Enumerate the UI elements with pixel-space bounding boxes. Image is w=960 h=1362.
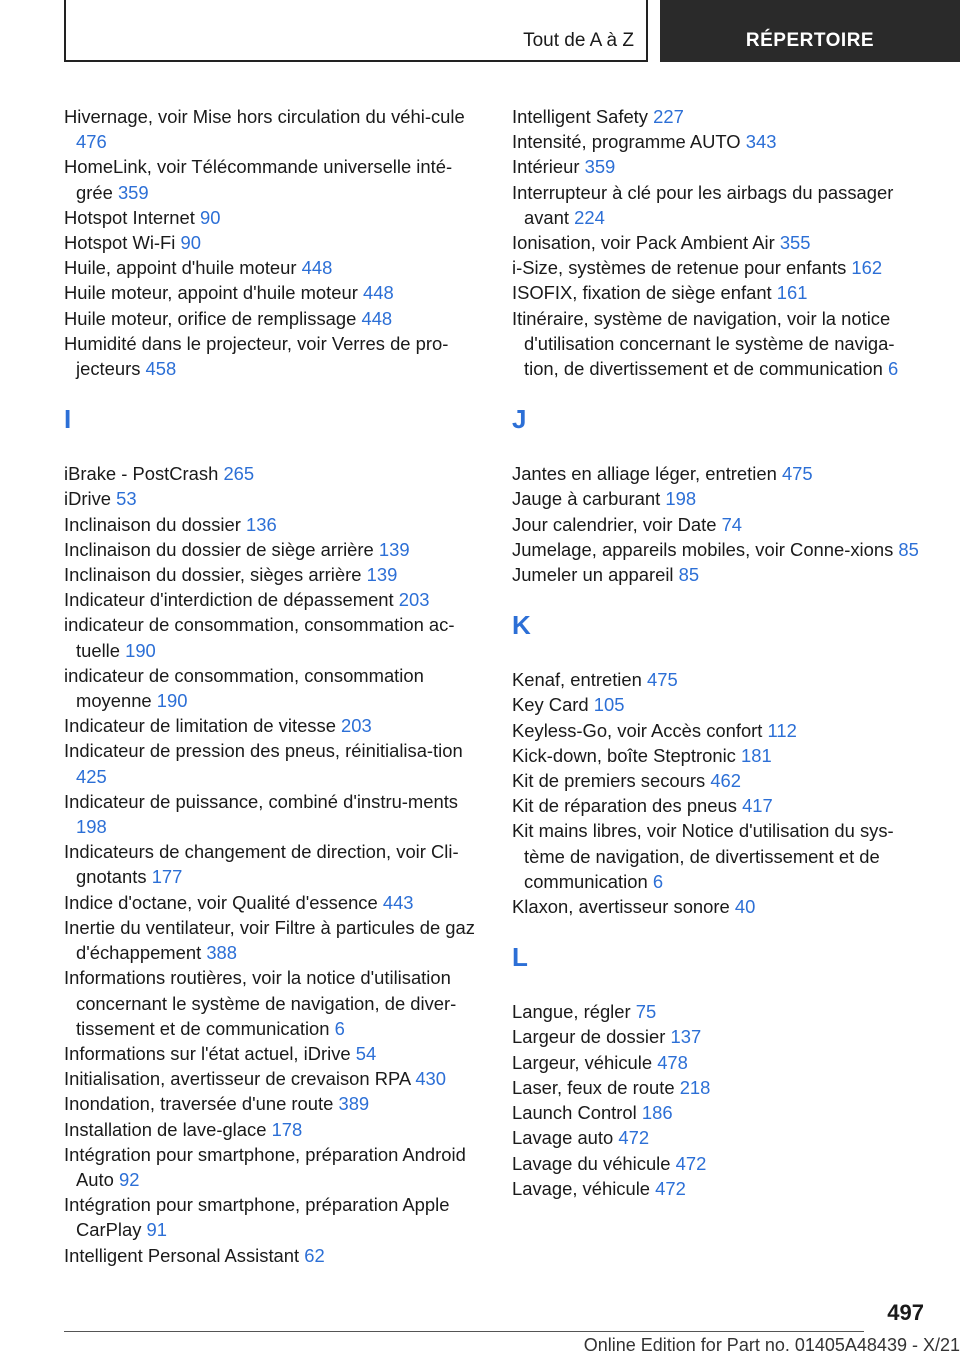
- index-entry-term: Jumeler un appareil: [512, 564, 674, 586]
- index-entry-term: HomeLink, voir Télécommande universelle inté‐grée: [64, 156, 453, 203]
- index-entry: [512, 1151, 922, 1176]
- index-entry: [64, 1243, 482, 1268]
- page-reference-link[interactable]: 85: [898, 538, 919, 560]
- index-entry-term: Largeur de dossier: [512, 1026, 666, 1048]
- index-entry: [512, 768, 922, 793]
- index-entry: [64, 839, 482, 889]
- index-entry-term: Largeur, véhicule: [512, 1051, 653, 1073]
- page-reference-link[interactable]: 90: [199, 206, 221, 228]
- index-entry: [512, 743, 922, 768]
- page-reference-link[interactable]: 389: [338, 1093, 370, 1115]
- page-reference-link[interactable]: 218: [679, 1076, 711, 1098]
- index-entry-term: Inondation, traversée d'une route: [64, 1093, 334, 1115]
- index-entry-term: Intelligent Personal Assistant: [64, 1244, 300, 1266]
- page-reference-link[interactable]: 343: [745, 131, 777, 153]
- index-entry-term: Intégration pour smartphone, préparation Apple CarPlay: [64, 1194, 450, 1241]
- index-entry: [64, 1142, 482, 1192]
- index-entry: [512, 999, 922, 1024]
- page-reference-link[interactable]: 224: [574, 206, 605, 228]
- page-reference-link[interactable]: 476: [76, 131, 107, 153]
- page-reference-link[interactable]: 265: [223, 463, 255, 485]
- index-entry-term: Intérieur: [512, 156, 580, 178]
- index-entry: [64, 230, 482, 255]
- index-entry: [64, 562, 482, 587]
- page-reference-link[interactable]: 425: [76, 765, 107, 787]
- index-entry-term: indicateur de consommation, consommation moyenne: [64, 664, 424, 712]
- index-entry: [512, 793, 922, 818]
- page-reference-link[interactable]: 475: [646, 669, 678, 691]
- page-reference-link[interactable]: 462: [710, 770, 741, 792]
- page-reference-link[interactable]: 112: [767, 719, 797, 741]
- index-entry: [64, 537, 482, 562]
- index-entry-term: Humidité dans le projecteur, voir Verres de pro‐jecteurs: [64, 332, 449, 380]
- index-entry: [512, 180, 922, 230]
- page-reference-link[interactable]: 472: [618, 1127, 650, 1149]
- page-reference-link[interactable]: 139: [366, 564, 398, 586]
- index-entry: [512, 1050, 922, 1075]
- page-number: 497: [887, 1300, 924, 1325]
- section-title: Tout de A à Z: [523, 30, 634, 51]
- index-entry-term: Itinéraire, système de navigation, voir la notice d'utilisation concernant le système de naviga‐tion, de divertissement et de communication: [512, 307, 895, 380]
- index-entry-term: Jauge à carburant: [512, 488, 661, 510]
- index-entry: [512, 692, 922, 717]
- index-entry-term: iBrake - PostCrash: [64, 463, 219, 485]
- index-entry: [64, 789, 482, 839]
- page-reference-link[interactable]: 475: [781, 463, 813, 485]
- index-entry: [64, 1091, 482, 1116]
- index-entry: [64, 486, 482, 511]
- index-entry-term: Huile moteur, orifice de remplissage: [64, 307, 357, 329]
- index-entry-term: iDrive: [64, 488, 112, 510]
- page-reference-link[interactable]: 227: [653, 106, 684, 127]
- page-reference-link[interactable]: 203: [341, 715, 372, 737]
- page-reference-link[interactable]: 359: [584, 156, 616, 178]
- index-entry-term: Indicateur d'interdiction de dépassement: [64, 589, 394, 611]
- index-entry: [512, 154, 922, 179]
- index-entry: [512, 1075, 922, 1100]
- index-entry-term: Intensité, programme AUTO: [512, 131, 741, 153]
- index-entry-term: i-Size, systèmes de retenue pour enfants: [512, 257, 847, 279]
- index-letter-heading: I: [64, 404, 72, 435]
- index-entry: [512, 280, 922, 305]
- index-entry: [512, 1024, 922, 1049]
- page-reference-link[interactable]: 198: [76, 816, 107, 838]
- page-reference-link[interactable]: 62: [304, 1244, 325, 1266]
- page-reference-link[interactable]: 54: [355, 1042, 377, 1064]
- index-entry: [64, 280, 482, 305]
- index-entry: [64, 1041, 482, 1066]
- page-reference-link[interactable]: 198: [665, 488, 697, 510]
- index-entry: [64, 612, 482, 662]
- index-entry: [64, 713, 482, 738]
- page-reference-link[interactable]: 448: [362, 282, 394, 304]
- index-entry: [64, 965, 482, 1041]
- index-entry: [64, 890, 482, 915]
- index-entry: [512, 230, 922, 255]
- index-entry-term: Inertie du ventilateur, voir Filtre à particules de gaz d'échappement: [64, 916, 475, 964]
- index-entry-term: Lavage du véhicule: [512, 1152, 671, 1174]
- index-entry-term: Indicateur de limitation de vitesse: [64, 715, 336, 737]
- index-column-right: [512, 104, 922, 1201]
- index-entry-term: Indicateurs de changement de direction, voir Cli‐gnotants: [64, 841, 459, 888]
- index-entry-term: Interrupteur à clé pour les airbags du passager avant: [512, 181, 894, 228]
- index-entry-term: Hotspot Wi-Fi: [64, 232, 176, 254]
- index-entry: [512, 1176, 922, 1201]
- footer: [64, 1335, 960, 1356]
- index-entry: [64, 255, 482, 280]
- index-entry: [64, 461, 482, 486]
- page-reference-link[interactable]: 388: [206, 942, 237, 964]
- footer-edition: Online Edition for Part no. 01405A48439 - X/21: [583, 1335, 960, 1355]
- page-reference-link[interactable]: 137: [670, 1026, 702, 1048]
- index-entry-term: Initialisation, avertisseur de crevaison RPA: [64, 1068, 411, 1090]
- index-entry-term: Hivernage, voir Mise hors circulation du véhi‐cule: [64, 106, 465, 127]
- page-reference-link[interactable]: 448: [361, 307, 393, 329]
- index-entry: [64, 1117, 482, 1142]
- page-reference-link[interactable]: 92: [118, 1168, 140, 1190]
- page-reference-link[interactable]: 90: [180, 232, 201, 254]
- index-entry-term: Huile, appoint d'huile moteur: [64, 257, 297, 279]
- page-reference-link[interactable]: 181: [741, 744, 772, 766]
- page-reference-link[interactable]: 177: [151, 866, 183, 888]
- index-entry: [64, 154, 482, 204]
- index-entry-term: Inclinaison du dossier de siège arrière: [64, 538, 374, 560]
- page-reference-link[interactable]: 178: [271, 1118, 303, 1140]
- index-entry-term: Jantes en alliage léger, entretien: [512, 463, 777, 485]
- page-reference-link[interactable]: 359: [117, 181, 149, 203]
- index-entry-term: Lavage, véhicule: [512, 1177, 651, 1199]
- index-letter-heading: L: [512, 942, 528, 973]
- page-reference-link[interactable]: 448: [301, 257, 333, 279]
- index-entry-term: Kit mains libres, voir Notice d'utilisation du sys‐tème de navigation, de divertissement et de communication: [512, 820, 894, 892]
- index-entry: [64, 512, 482, 537]
- page-reference-link[interactable]: 85: [678, 564, 700, 586]
- index-entry-term: Informations routières, voir la notice d'utilisation concernant le système de navigation, de diver‐tissement et de communication: [64, 967, 457, 1039]
- index-entry: [512, 1100, 922, 1125]
- index-entry: [64, 1066, 482, 1091]
- index-entry-term: Indicateur de pression des pneus, réinitialisa‐tion: [64, 740, 463, 762]
- chapter-tab: [660, 0, 960, 62]
- index-entry-term: Langue, régler: [512, 1001, 631, 1023]
- index-entry: [64, 663, 482, 713]
- index-entry-term: Inclinaison du dossier, sièges arrière: [64, 564, 362, 586]
- index-entry-term: Kick-down, boîte Steptronic: [512, 744, 736, 766]
- index-entry-term: ISOFIX, fixation de siège enfant: [512, 282, 772, 304]
- page-reference-link[interactable]: 443: [382, 891, 414, 913]
- page-reference-link[interactable]: 91: [146, 1219, 168, 1241]
- index-entry-term: Intégration pour smartphone, préparation Android Auto: [64, 1143, 466, 1190]
- index-column-left: [64, 104, 482, 1268]
- page-reference-link[interactable]: 355: [779, 232, 811, 254]
- index-entry-term: Keyless-Go, voir Accès confort: [512, 719, 763, 741]
- page-reference-link[interactable]: 40: [734, 896, 756, 918]
- index-entry-term: Informations sur l'état actuel, iDrive: [64, 1042, 351, 1064]
- index-entry: [512, 461, 922, 486]
- page-reference-link[interactable]: 74: [721, 513, 743, 535]
- page-reference-link[interactable]: 186: [641, 1102, 673, 1124]
- index-entry-term: Key Card: [512, 694, 589, 716]
- page-reference-link[interactable]: 478: [657, 1051, 688, 1073]
- page-reference-link[interactable]: 417: [742, 795, 773, 817]
- index-entry: [512, 255, 922, 280]
- chapter-title: RÉPERTOIRE: [745, 30, 875, 51]
- index-entry-term: Hotspot Internet: [64, 206, 195, 228]
- footer-divider: [64, 1331, 864, 1332]
- page-reference-link[interactable]: 190: [125, 639, 156, 661]
- index-entry: [64, 306, 482, 331]
- index-entry: [512, 129, 922, 154]
- index-entry: [512, 1125, 922, 1150]
- page-reference-link[interactable]: 458: [145, 358, 177, 380]
- page-reference-link[interactable]: 472: [655, 1177, 686, 1199]
- index-entry-term: Installation de lave-glace: [64, 1118, 267, 1140]
- index-entry-term: Kit de premiers secours: [512, 770, 706, 792]
- index-entry: [64, 104, 482, 154]
- index-entry: [64, 915, 482, 965]
- index-entry-term: Kit de réparation des pneus: [512, 795, 737, 817]
- page-reference-link[interactable]: 75: [635, 1001, 657, 1023]
- index-entry-term: Klaxon, avertisseur sonore: [512, 896, 730, 918]
- page-reference-link[interactable]: 6: [652, 870, 664, 892]
- index-entry: [64, 205, 482, 230]
- index-letter-heading: J: [512, 404, 527, 435]
- index-entry: [512, 894, 922, 919]
- index-letter-heading: K: [512, 610, 531, 641]
- index-entry: [64, 587, 482, 612]
- index-entry: [512, 537, 922, 562]
- page-reference-link[interactable]: 472: [675, 1152, 707, 1174]
- index-entry: [512, 718, 922, 743]
- index-entry: [512, 818, 922, 894]
- page-reference-link[interactable]: 53: [116, 488, 137, 510]
- index-entry-term: Laser, feux de route: [512, 1076, 675, 1098]
- index-entry-term: Lavage auto: [512, 1127, 614, 1149]
- index-entry: [512, 486, 922, 511]
- page-reference-link[interactable]: 105: [593, 694, 625, 716]
- page-reference-link[interactable]: 162: [851, 257, 883, 279]
- index-entry: [512, 104, 922, 129]
- section-tab: [64, 0, 648, 62]
- index-entry-term: Launch Control: [512, 1102, 637, 1124]
- index-entry: [512, 306, 922, 382]
- index-entry: [512, 512, 922, 537]
- page-reference-link[interactable]: 190: [156, 690, 188, 712]
- page-reference-link[interactable]: 430: [415, 1068, 446, 1090]
- page-reference-link[interactable]: 139: [378, 538, 410, 560]
- index-entry: [512, 562, 922, 587]
- page-reference-link[interactable]: 161: [776, 282, 808, 304]
- index-entry-term: indicateur de consommation, consommation ac‐tuelle: [64, 614, 455, 661]
- index-entry-term: Kenaf, entretien: [512, 669, 642, 691]
- index-entry-term: Indice d'octane, voir Qualité d'essence: [64, 891, 378, 913]
- index-entry-term: Jour calendrier, voir Date: [512, 513, 717, 535]
- index-entry: [64, 1192, 482, 1242]
- index-entry-term: Ionisation, voir Pack Ambient Air: [512, 232, 775, 254]
- page-reference-link[interactable]: 203: [398, 589, 430, 611]
- index-entry: [64, 738, 482, 788]
- index-entry-term: Inclinaison du dossier: [64, 513, 241, 535]
- index-entry: [512, 667, 922, 692]
- page-reference-link[interactable]: 6: [334, 1017, 345, 1039]
- page-reference-link[interactable]: 136: [245, 513, 277, 535]
- index-entry: [64, 331, 482, 381]
- index-entry-term: Indicateur de puissance, combiné d'instru‐ments: [64, 790, 459, 812]
- index-entry-term: Intelligent Safety: [512, 106, 648, 127]
- index-entry-term: Huile moteur, appoint d'huile moteur: [64, 282, 358, 304]
- page-header: [64, 0, 960, 64]
- page-reference-link[interactable]: 6: [887, 358, 899, 380]
- index-entry-term: Jumelage, appareils mobiles, voir Conne‐xions: [512, 538, 894, 560]
